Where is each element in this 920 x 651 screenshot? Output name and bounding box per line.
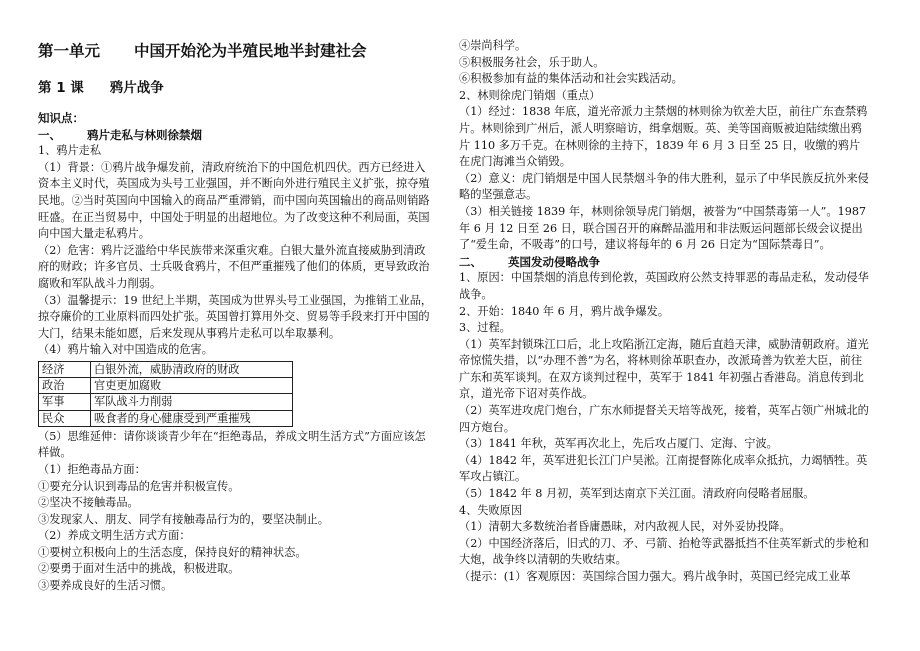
paragraph: （1）清朝大多数统治者昏庸愚昧，对内敌视人民，对外妥协投降。 bbox=[459, 520, 791, 534]
paragraph: 3、过程。 bbox=[459, 321, 511, 335]
paragraph: （2）英军进攻虎门炮台，广东水师提督关天培等战死，接着，英军占领广州城北的四方炮台。 bbox=[459, 404, 869, 434]
paragraph: （2）养成文明生活方式方面： bbox=[38, 529, 191, 543]
paragraph: （2）中国经济落后，旧式的刀、矛、弓箭、抬枪等武器抵挡不住英军新式的步枪和大炮，战争终以清朝的失败结束。 bbox=[459, 536, 869, 567]
table-cell-key: 军事 bbox=[39, 394, 91, 410]
paragraph: （1）经过：1838 年底，道光帝派力主禁烟的林则徐为钦差大臣，前往广东查禁鸦片。林则徐到广州后，派人明察暗访，缉拿烟贩。英、美等国商贩被迫陆续缴出鸦片 110 多万千克。在林则徐的主持下，1839 年 6 月 3 日至 25 日，收缴的鸦片在虎门海滩当众销毁。 bbox=[459, 105, 868, 169]
table-cell-value: 军队战斗力削弱 bbox=[91, 394, 293, 410]
paragraph: ⑤积极服务社会，乐于助人。 bbox=[459, 55, 605, 69]
paragraph: ③要养成良好的生活习惯。 bbox=[38, 579, 173, 593]
paragraph: （2）意义：虎门销烟是中国人民禁烟斗争的伟大胜利，显示了中华民族反抗外来侵略的坚强意志。 bbox=[459, 171, 869, 202]
paragraph: （4）鸦片输入对中国造成的危害。 bbox=[38, 343, 213, 357]
paragraph: 1、原因：中国禁烟的消息传到伦敦，英国政府公然支持罪恶的毒品走私，发动侵华战争。 bbox=[459, 271, 869, 301]
paragraph: （1）英军封锁珠江口后，北上攻陷浙江定海，随后直趋天津，威胁清朝政府。道光帝惊慌失措，以“办理不善”为名，将林则徐革职查办，改派琦善为钦差大臣，前往广东和英军谈判。在双方谈判过程中，英军于 1841 年初强占香港岛。消息传到北京，道光帝下诏对英作战。 bbox=[459, 337, 869, 401]
paragraph: ⑥积极参加有益的集体活动和社会实践活动。 bbox=[459, 72, 683, 86]
paragraph: （4）1842 年，英军进犯长江门户吴淞。江南提督陈化成率众抵抗，力竭牺牲。英军攻占镇江。 bbox=[459, 453, 868, 484]
table-cell-key: 经济 bbox=[39, 361, 91, 377]
paragraph: （5）1842 年 8 月初，英军到达南京下关江面。清政府向侵略者屈服。 bbox=[459, 487, 815, 501]
table-row bbox=[39, 410, 293, 426]
table-cell-key: 政治 bbox=[39, 378, 91, 394]
paragraph: （2）危害：鸦片泛滥给中华民族带来深重灾难。白银大量外流直接威胁到清政府的财政；许多官员、士兵吸食鸦片，不但严重摧残了他们的体质，更导致政治腐败和军队战斗力削弱。 bbox=[38, 243, 430, 290]
table-row bbox=[39, 378, 293, 394]
paragraph: （3）1841 年秋，英军再次北上，先后攻占厦门、定海、宁波。 bbox=[459, 437, 778, 451]
knowledge-heading: 知识点： bbox=[38, 111, 84, 125]
paragraph: （1）拒绝毒品方面： bbox=[38, 462, 146, 476]
paragraph: 2、开始：1840 年 6 月，鸦片战争爆发。 bbox=[459, 304, 670, 318]
paragraph: ②要勇于面对生活中的挑战，积极进取。 bbox=[38, 562, 240, 576]
table-cell-value: 官吏更加腐败 bbox=[91, 378, 293, 394]
table-row bbox=[39, 361, 293, 377]
paragraph: （3）相关链接 1839 年，林则徐领导虎门销烟，被誉为“中国禁毒第一人”。1987 年 6 月 12 日至 26 日，联合国召开的麻醉品滥用和非法贩运问题部长级会议提出了“爱生命，不吸毒”的口号，建议将每年的 6 月 26 日定为“国际禁毒日”。 bbox=[459, 204, 867, 252]
paragraph: 2、林则徐虎门销烟（重点） bbox=[459, 88, 601, 102]
unit-title: 第一单元 中国开始沦为半殖民地半封建社会 bbox=[38, 42, 367, 60]
section-heading-1: 一、 鸦片走私与林则徐禁烟 bbox=[38, 127, 202, 142]
table-row bbox=[39, 394, 293, 410]
paragraph: （3）温馨提示：19 世纪上半期，英国成为世界头号工业强国，为推销工业品，掠夺廉价的工业原料而四处扩张。英国曾打算用外交、贸易等手段来打开中国的大门，结果未能如愿，后来发现从事鸦片走私可以牟取暴利。 bbox=[38, 293, 433, 340]
left-column bbox=[38, 40, 434, 595]
section-heading-2: 二、 英国发动侵略战争 bbox=[459, 254, 600, 269]
paragraph: ①要充分认识到毒品的危害并积极宣传。 bbox=[38, 479, 240, 493]
paragraph: ④崇尚科学。 bbox=[459, 39, 527, 52]
lesson-title: 第 1 课 鸦片战争 bbox=[38, 80, 164, 96]
paragraph: （5）思维延伸：请你谈谈青少年在“拒绝毒品，养成文明生活方式”方面应该怎样做。 bbox=[38, 429, 426, 460]
table-cell-key: 民众 bbox=[39, 410, 91, 426]
table-cell-value: 吸食者的身心健康受到严重摧残 bbox=[91, 410, 293, 426]
paragraph: （提示：(1）客观原因：英国综合国力强大。鸦片战争时，英国已经完成工业革 bbox=[459, 570, 851, 583]
paragraph: ①要树立积极向上的生活态度，保持良好的精神状态。 bbox=[38, 545, 307, 559]
paragraph: （1）背景：①鸦片战争爆发前，清政府统治下的中国危机四伏。西方已经进入资本主义时代，英国成为头号工业强国，并不断向外进行殖民主义扩张，掠夺殖民地。②当时英国向中国输入的商品严重滞销，而中国向英国输出的商品则销路旺盛。在正当贸易中，中国处于明显的出超地位。为了改变这种不利局面，英国向中国大量走私鸦片。 bbox=[38, 160, 430, 241]
paragraph: ②坚决不接触毒品。 bbox=[38, 496, 139, 510]
paragraph: ③发现家人、朋友、同学有接触毒品行为的，要坚决制止。 bbox=[38, 512, 329, 526]
paragraph: 4、失败原因 bbox=[459, 503, 523, 517]
paragraph: 1、鸦片走私 bbox=[38, 144, 102, 158]
table-cell-value: 白银外流，威胁清政府的财政 bbox=[91, 361, 293, 377]
right-column bbox=[459, 38, 871, 586]
harm-table bbox=[38, 361, 293, 427]
